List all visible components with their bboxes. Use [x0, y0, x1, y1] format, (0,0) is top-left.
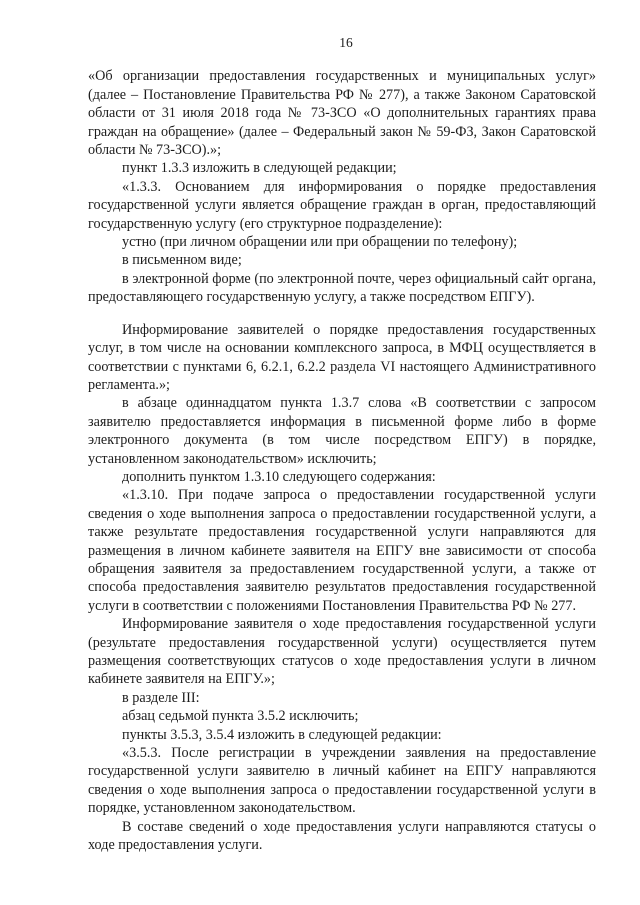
paragraph-1-3-10-text: «1.3.10. При подаче запроса о предоставлении государственной услуги сведения о ходе выполнения запроса о предоставлении государственной услуги, а также результате предоставления государственной услуги направляются для размещения в личном кабинете заявителя на ЕПГУ вне зависимости от способа обращения заявителя за предоставлением государственной услуги, а также от способа предоставления заявителю результатов предоставления государственной услуги в соответствии с положениями Постановления Правительства РФ № 277. — [88, 487, 596, 614]
paragraph-3-5-3-3-5-4: пункты 3.5.3, 3.5.4 изложить в следующей редакции: — [122, 726, 442, 743]
paragraph-section-3: в разделе III: — [122, 689, 200, 706]
page-number: 16 — [339, 35, 353, 50]
paragraph-statuses: В составе сведений о ходе предоставления услуги направляются статусы о ходе предоставления услуги. — [88, 818, 596, 854]
paragraph-1-3-7: в абзаце одиннадцатом пункта 1.3.7 слова «В соответствии с запросом заявителю предоставляется информация в письменной форме либо в форме электронного документа (в том числе посредством ЕПГУ) в порядке, установленном законодательством» исключить; — [88, 395, 596, 467]
paragraph-add-1-3-10: дополнить пунктом 1.3.10 следующего содержания: — [122, 468, 436, 485]
paragraph-3-5-3-text: «3.5.3. После регистрации в учреждении заявления на предоставление государственной услуги заявителю в личный кабинет на ЕПГУ направляются сведения о ходе выполнения запроса о предоставлении государственной услуги в порядке, установленном законодательством. — [88, 745, 596, 817]
paragraph-3-5-2: абзац седьмой пункта 3.5.2 исключить; — [122, 708, 359, 725]
paragraph-item-1-3-3: пункт 1.3.3 изложить в следующей редакции; — [122, 160, 397, 177]
paragraph-gap — [88, 307, 596, 321]
paragraph-1-3-3-text: «1.3.3. Основанием для информирования о порядке предоставления государственной услуги является обращение граждан в орган, предоставляющий государственную услугу (его структурное подразделение): — [88, 178, 596, 232]
paragraph-written: в письменном виде; — [122, 252, 242, 269]
paragraph-electronic: в электронной форме (по электронной почте, через официальный сайт органа, предоставляющего государственную услугу, а также посредством ЕПГУ). — [88, 270, 596, 306]
paragraph-continuation: «Об организации предоставления государственных и муниципальных услуг» (далее – Постановление Правительства РФ № 277), а также Законом Саратовской области от 31 июля 2018 года № 73-ЗСО «О дополнительных гарантиях права граждан на обращение» (далее – Федеральный закон № 59-ФЗ, Закон Саратовской области № 73-ЗСО).»; — [88, 68, 596, 159]
paragraph-oral: устно (при личном обращении или при обращении по телефону); — [122, 234, 518, 251]
paragraph-mfc-info: Информирование заявителей о порядке предоставления государственных услуг, в том числе на основании комплексного запроса, в МФЦ осуществляется в соответствии с пунктами 6, 6.2.1, 6.2.2 раздела VI настоящего Административного регламента.»; — [88, 321, 596, 393]
paragraph-status-info: Информирование заявителя о ходе предоставления государственной услуги (результате предоставления государственной услуги) осуществляется путем размещения соответствующих статусов о ходе предоставления услуги в личном кабинете заявителя на ЕПГУ.»; — [88, 616, 596, 688]
